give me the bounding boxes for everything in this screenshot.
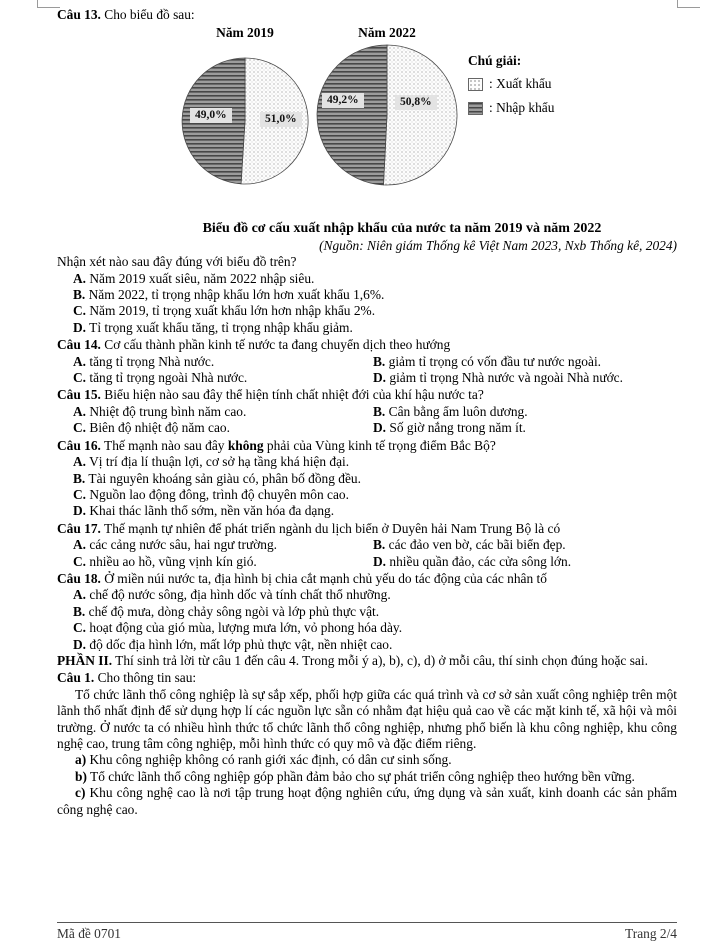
option: B. Năm 2022, tỉ trọng nhập khẩu lớn hơn xuất khẩu 1,6%.: [73, 287, 385, 303]
question-17-options: [57, 537, 677, 570]
option: B. giảm tỉ trọng có vốn đầu tư nước ngoài.: [373, 353, 602, 369]
option: B. chế độ mưa, dòng chảy sông ngòi và lớp phủ thực vật.: [73, 603, 380, 619]
export-swatch-icon: [468, 78, 483, 91]
option: C. hoạt động của gió mùa, lượng mưa lớn, vỏ phong hóa dày.: [73, 620, 403, 636]
page-number: Trang 2/4: [625, 926, 677, 941]
legend-item-import: [468, 100, 554, 116]
pie-2019-export-value: 51,0%: [260, 112, 302, 127]
option: A. Nhiệt độ trung bình năm cao.: [73, 403, 247, 419]
statement-c: c) Khu công nghệ cao là nơi tập trung hoạt động nghiên cứu, ứng dụng và sản xuất, kinh doanh các sản phẩm công nghệ cao.: [57, 785, 677, 817]
question-13-intro: Cho biểu đồ sau:: [104, 7, 195, 22]
chart-source: (Nguồn: Niên giám Thống kê Việt Nam 2023, Nxb Thống kê, 2024): [319, 237, 677, 253]
page-footer: [57, 922, 677, 942]
question-14-header: Câu 14. Cơ cấu thành phần kinh tế nước ta đang chuyển dịch theo hướng: [57, 337, 451, 353]
page-content: [57, 6, 677, 818]
option: A. Vị trí địa lí thuận lợi, cơ sở hạ tầng khá hiện đại.: [73, 454, 350, 470]
margin-mark-top-right: [677, 0, 700, 8]
question-13-label: Câu 13.: [57, 7, 101, 22]
pie-2022: [317, 45, 457, 185]
statement-a: a) Khu công nghiệp không có ranh giới xác định, có dân cư sinh sống.: [75, 752, 452, 768]
part2-question-1-paragraph: Tổ chức lãnh thổ công nghiệp là sự sắp xếp, phối hợp giữa các quá trình và cơ sở sản xuất công nghiệp trên một lãnh thổ nhất định để sử dụng hợp lí các nguồn lực sẵn có nhằm đạt hiệu quả cao về các mặt kinh tế, xã hội và môi trường. Ở nước ta có nhiều hình thức tổ chức lãnh thổ công nghiệp, nhưng phổ biến là khu công nghiệp, khu công nghệ cao, trung tâm công nghiệp, mỗi hình thức có quy mô và đặc điểm riêng.: [57, 686, 677, 751]
pie-charts-svg: [57, 23, 677, 199]
part2-question-1-items: [57, 752, 677, 818]
question-15-header: Câu 15. Biểu hiện nào sau đây thể hiện tính chất nhiệt đới của khí hậu nước ta?: [57, 387, 484, 403]
option: C. Biên độ nhiệt độ năm cao.: [73, 420, 230, 436]
option: A. tăng tỉ trọng Nhà nước.: [73, 353, 215, 369]
option: B. Tài nguyên khoáng sản giàu có, phân bố đồng đều.: [73, 470, 361, 486]
chart-caption: Biểu đồ cơ cấu xuất nhập khẩu của nước ta năm 2019 và năm 2022: [202, 221, 602, 237]
pie-chart-figure: [57, 23, 677, 215]
legend-title: Chú giải:: [468, 53, 522, 69]
import-swatch-icon: [468, 102, 483, 115]
exam-code: Mã đề 0701: [57, 926, 121, 941]
option: D. Tỉ trọng xuất khẩu tăng, tỉ trọng nhập khẩu giảm.: [73, 319, 353, 335]
question-18-header: Câu 18. Ở miền núi nước ta, địa hình bị chia cắt mạnh chủ yếu do tác động của các nhân tố: [57, 570, 547, 586]
option: A. Năm 2019 xuất siêu, năm 2022 nhập siêu.: [73, 270, 315, 286]
pie-2019-import-value: 49,0%: [190, 108, 232, 123]
pie-2019-title: Năm 2019: [216, 25, 274, 41]
question-16-header: Câu 16. Thế mạnh nào sau đây không phải của Vùng kinh tế trọng điểm Bắc Bộ?: [57, 437, 496, 453]
option: C. Nguồn lao động đông, trình độ chuyên môn cao.: [73, 486, 349, 502]
option: B. Cân bằng ẩm luôn dương.: [373, 403, 528, 419]
question-18-options: [57, 587, 677, 653]
option: D. Khai thác lãnh thổ sớm, nền văn hóa đa dạng.: [73, 503, 335, 519]
question-13-options: [57, 271, 677, 337]
question-15-options: [57, 404, 677, 437]
option: D. độ dốc địa hình lớn, mất lớp phủ thực vật, nền nhiệt cao.: [73, 636, 393, 652]
question-17-header: Câu 17. Thế mạnh tự nhiên để phát triển ngành du lịch biển ở Duyên hải Nam Trung Bộ là có: [57, 520, 561, 536]
question-13-text: Nhận xét nào sau đây đúng với biểu đồ trên?: [57, 254, 297, 270]
part2-question-1-header: Câu 1. Cho thông tin sau:: [57, 670, 197, 686]
part2-heading: PHẦN II. Thí sinh trả lời từ câu 1 đến câu 4. Trong mỗi ý a), b), c), d) ở mỗi câu, thí sinh chọn đúng hoặc sai.: [57, 652, 648, 668]
chart-legend: [468, 53, 554, 124]
pie-2022-export-value: 50,8%: [395, 95, 437, 110]
option: C. tăng tỉ trọng ngoài Nhà nước.: [73, 370, 248, 386]
legend-import-label: : Nhập khẩu: [489, 100, 555, 116]
question-13-header: [57, 7, 677, 23]
option: C. Năm 2019, tỉ trọng xuất khẩu lớn hơn nhập khẩu 2%.: [73, 303, 376, 319]
pie-2022-export-slice: [383, 45, 457, 185]
option: C. nhiều ao hồ, vũng vịnh kín gió.: [73, 553, 257, 569]
pie-2022-import-slice: [317, 45, 387, 185]
question-16-options: [57, 454, 677, 520]
pie-2022-title: Năm 2022: [358, 25, 416, 41]
option: B. các đảo ven bờ, các bãi biển đẹp.: [373, 537, 566, 553]
option: D. nhiều quần đảo, các cửa sông lớn.: [373, 553, 572, 569]
statement-b: b) Tổ chức lãnh thổ công nghiệp góp phần đảm bảo cho sự phát triển công nghiệp theo hướng bền vững.: [75, 768, 635, 784]
option: A. chế độ nước sông, địa hình dốc và tính chất thổ nhưỡng.: [73, 587, 391, 603]
legend-export-label: : Xuất khẩu: [489, 75, 552, 91]
legend-item-export: [468, 76, 554, 92]
pie-2022-import-value: 49,2%: [322, 93, 364, 108]
option: A. các cảng nước sâu, hai ngư trường.: [73, 537, 278, 553]
option: D. giảm tỉ trọng Nhà nước và ngoài Nhà nước.: [373, 370, 623, 386]
question-14-options: [57, 354, 677, 387]
option: D. Số giờ nắng trong năm ít.: [373, 420, 526, 436]
